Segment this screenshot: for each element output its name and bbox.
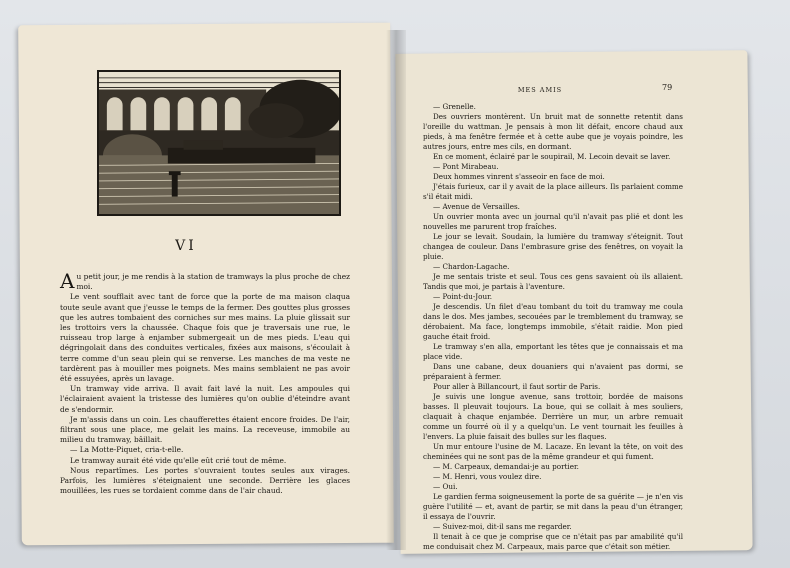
paragraph: Pour aller à Billancourt, il faut sortir de Paris.	[433, 382, 601, 391]
paragraph: Je me sentais triste et seul. Tous ces gens savaient où ils allaient. Tandis que moi, je partais à l'aventure.	[423, 272, 683, 291]
engraving-illustration	[97, 70, 341, 216]
paragraph: Le tramway aurait été vide qu'elle eût crié tout de même.	[70, 455, 287, 465]
paragraph: u petit jour, je me rendis à la station de tramways la plus proche de chez moi.	[76, 272, 350, 292]
paragraph: Le vent soufflait avec tant de force que la porte de ma maison claqua toute seule avant que j'eusse le temps de la fermer. Des gouttes plus grosses que les autres tombaient des corniches sur mes mains. La pluie glissait sur les trottoirs vers la chaussée. Chaque fois que je traversais une rue, le ruisseau trop large à enjamber submergeait un de mes pieds. L'eau qui dégringolait dans des conduites verticales, fixées aux maisons, s'écoulait à terre comme d'un seau plein qui se renverse. Les manches de ma veste ne tardèrent pas à mouiller mes poignets. Mes mains semblaient ne pas avoir été essuyées, après un lavage.	[60, 292, 350, 384]
chapter-heading: VI	[175, 238, 197, 254]
paragraph: — Grenelle.	[433, 102, 476, 111]
page-number: 79	[662, 83, 673, 92]
book-gutter	[386, 30, 406, 550]
right-page-text	[423, 102, 683, 552]
paragraph: En ce moment, éclairé par le soupirail, M. Lecoin devait se laver.	[433, 152, 671, 161]
paragraph: — Suivez-moi, dit-il sans me regarder.	[433, 522, 572, 531]
paragraph: Un mur entoure l'usine de M. Lacaze. En levant la tête, on voit des cheminées qui ne sont pas de la même grandeur et qui fument.	[423, 442, 683, 461]
paragraph: — Pont Mirabeau.	[433, 162, 499, 171]
paragraph: Le jour se levait. Soudain, la lumière du tramway s'éteignit. Tout changea de couleur. Dans l'embrasure grise des fenêtres, on voyait la pluie.	[423, 232, 683, 261]
paragraph: Le tramway s'en alla, emportant les têtes que je connaissais et ma place vide.	[423, 342, 683, 361]
dropcap: A	[60, 269, 75, 293]
paragraph: Deux hommes vinrent s'asseoir en face de moi.	[433, 172, 605, 181]
paragraph: — M. Henri, vous voulez dire.	[433, 472, 542, 481]
paragraph: J'étais furieux, car il y avait de la place ailleurs. Ils parlaient comme s'il était midi.	[423, 182, 683, 201]
viaduct-engraving-icon	[99, 72, 339, 214]
paragraph: Dans une cabane, deux douaniers qui n'avaient pas dormi, se préparaient à fermer.	[423, 362, 683, 381]
paragraph: Il tenait à ce que je comprise que ce n'était pas par amabilité qu'il me conduisait chez M. Carpeaux, mais parce que c'était son métier.	[423, 532, 683, 551]
paragraph: — Avenue de Versailles.	[433, 202, 520, 211]
paragraph: Je m'assis dans un coin. Les chaufferettes étaient encore froides. De l'air, filtrant sous une place, me gelait les mains. La receveuse, immobile au milieu du tramway, bâillait.	[60, 414, 350, 445]
paragraph: Un tramway vide arriva. Il avait fait lavé la nuit. Les ampoules qui l'éclairaient avaient la tristesse des lumières qu'on oublie d'éteindre avant de s'endormir.	[60, 384, 350, 414]
paragraph: Des ouvriers montèrent. Un bruit mat de sonnette retentit dans l'oreille du wattman. Je pensais à mon lit défait, encore chaud aux pieds, à ma fenêtre fermée et à cette aube que je voyais poindre, les autres jours, entre mes cils, en dormant.	[423, 112, 683, 151]
left-page-text	[60, 269, 350, 496]
paragraph: — La Motte-Piquet, cria-t-elle.	[70, 445, 184, 455]
paragraph: — Chardon-Lagache.	[433, 262, 510, 271]
paragraph: Je suivis une longue avenue, sans trottoir, bordée de maisons basses. Il pleuvait toujours. La boue, qui se collait à mes souliers, claquait à chaque enjambée. Derrière un mur, un arbre remuait comme un fourré où il y a quelqu'un. Le vent tournait les feuilles à l'envers. La pluie faisait des bulles sur les flaques.	[423, 392, 683, 441]
paragraph: Nous repartîmes. Les portes s'ouvraient toutes seules aux virages. Parfois, les lumières s'éteignaient une seconde. Derrière les glaces mouillées, les rues se tordaient comme dans de l'air chaud.	[60, 465, 350, 496]
paragraph: — M. Carpeaux, demandai-je au portier.	[433, 462, 579, 471]
paragraph: Le gardien ferma soigneusement la porte de sa guérite — je n'en vis guère l'utilité — et, avant de partir, se mit dans la peau d'un étranger, il essaya de l'ouvrir.	[423, 492, 683, 521]
paragraph: Un ouvrier monta avec un journal qu'il n'avait pas plié et dont les nouvelles me parurent trop fraîches.	[423, 212, 683, 231]
paragraph: — Point-du-Jour.	[433, 292, 493, 301]
paragraph: Je descendis. Un filet d'eau tombant du toit du tramway me coula dans le dos. Mes jambes, secouées par le tremblement du tramway, se dérobaient. Ma face, longtemps immobile, s'était raidie. Mon pied gauche était froid.	[423, 302, 683, 341]
paragraph: — Oui.	[433, 482, 458, 491]
running-head: MES AMIS	[517, 86, 563, 94]
